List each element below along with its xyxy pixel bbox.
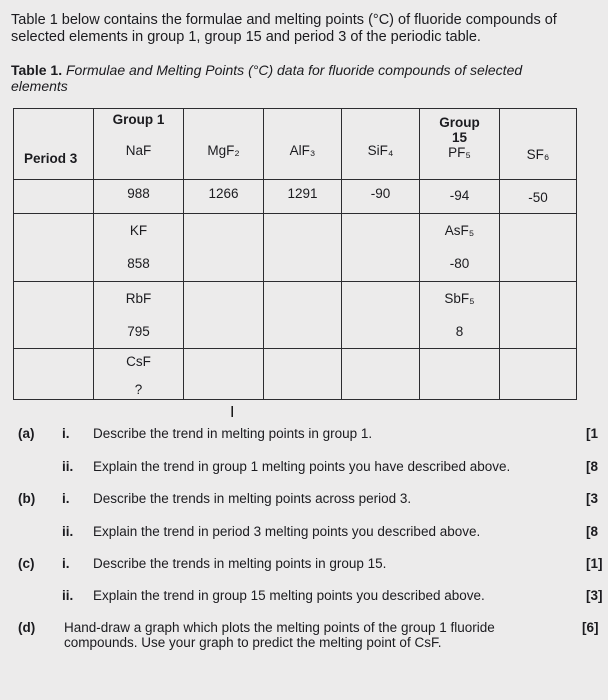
mp-alf3: 1291 [264,180,342,214]
mp-asf5: -80 [449,256,470,271]
group-1-header: Group 1 [112,112,165,127]
mp-kf: 858 [127,256,150,271]
melting-point-table [13,108,577,400]
mp-sf6: -50 [500,180,577,214]
cell-csf [94,349,184,400]
question-b-ii: ii. Explain the trend in period 3 melting points you described above. [8 [62,524,599,539]
formula-sbf5: SbF₅ [444,291,475,306]
formula-sf6: SF₆ [526,147,550,162]
intro-paragraph: Table 1 below contains the formulae and melting points (°C) of fluoride compounds of selected elements in group 1, group 15 and period 3 of the periodic table. [11,12,557,45]
mp-sif4: -90 [342,180,420,214]
mp-mgf2: 1266 [184,180,264,214]
formula-sif4: SiF₄ [367,143,394,158]
question-a-i: (a) i. Describe the trend in melting points in group 1. [1 [18,426,599,441]
empty-cell [500,282,577,349]
caption-title: Formulae and Melting Points (°C) data for fluoride compounds of selected elements [11,62,523,94]
empty-cell [342,214,420,282]
formula-alf3: AlF₃ [289,143,316,158]
empty-cell [342,282,420,349]
question-d: (d) Hand-draw a graph which plots the melting points of the group 1 fluoride compounds. Use your graph to predict the melting point of CsF. [6] [18,620,599,650]
empty-cell [264,349,342,400]
empty-cell [500,349,577,400]
empty-cell [420,349,500,400]
cell-si [342,109,420,180]
empty-cell [14,282,94,349]
caption-number: Table 1. [11,62,63,78]
empty-cell [184,282,264,349]
formula-pf5: PF₅ [448,145,471,160]
cell-kf [94,214,184,282]
text-cursor-icon: I [230,404,235,421]
cell-mg [184,109,264,180]
cell-group15-period3 [420,109,500,180]
mp-naf: 988 [94,180,184,214]
mp-rbf: 795 [127,324,150,339]
mp-sbf5: 8 [455,324,464,339]
mp-pf5: -94 [420,180,500,214]
cell-sbf5 [420,282,500,349]
empty-cell [500,214,577,282]
period-3-label: Period 3 [24,151,78,166]
cell-al [264,109,342,180]
corner-cell [14,109,94,180]
mp-csf: ? [134,382,143,397]
formula-csf: CsF [126,354,151,369]
empty-cell [184,349,264,400]
question-b-i: (b) i. Describe the trends in melting points across period 3. [3 [18,491,599,506]
formula-naf: NaF [125,143,152,158]
group-15-header-line1: Group [439,115,480,130]
formula-asf5: AsF₅ [444,223,475,238]
table-caption [11,62,571,94]
question-a-ii: ii. Explain the trend in group 1 melting points you have described above. [8 [62,459,599,474]
empty-cell [264,282,342,349]
cell-group1-period3 [94,109,184,180]
empty-cell [14,349,94,400]
empty-cell [184,214,264,282]
group-15-header-line2: 15 [451,130,468,145]
formula-mgf2: MgF₂ [207,143,240,158]
cell-rbf [94,282,184,349]
cell-asf5 [420,214,500,282]
empty-cell [264,214,342,282]
question-c-i: (c) i. Describe the trends in melting points in group 15. [1] [18,556,603,571]
formula-kf: KF [129,223,148,238]
empty-cell [342,349,420,400]
question-c-ii: ii. Explain the trend in group 15 melting points you described above. [3] [62,588,603,603]
formula-rbf: RbF [125,291,152,306]
cell-s [500,109,577,180]
empty-cell [14,180,94,214]
empty-cell [14,214,94,282]
